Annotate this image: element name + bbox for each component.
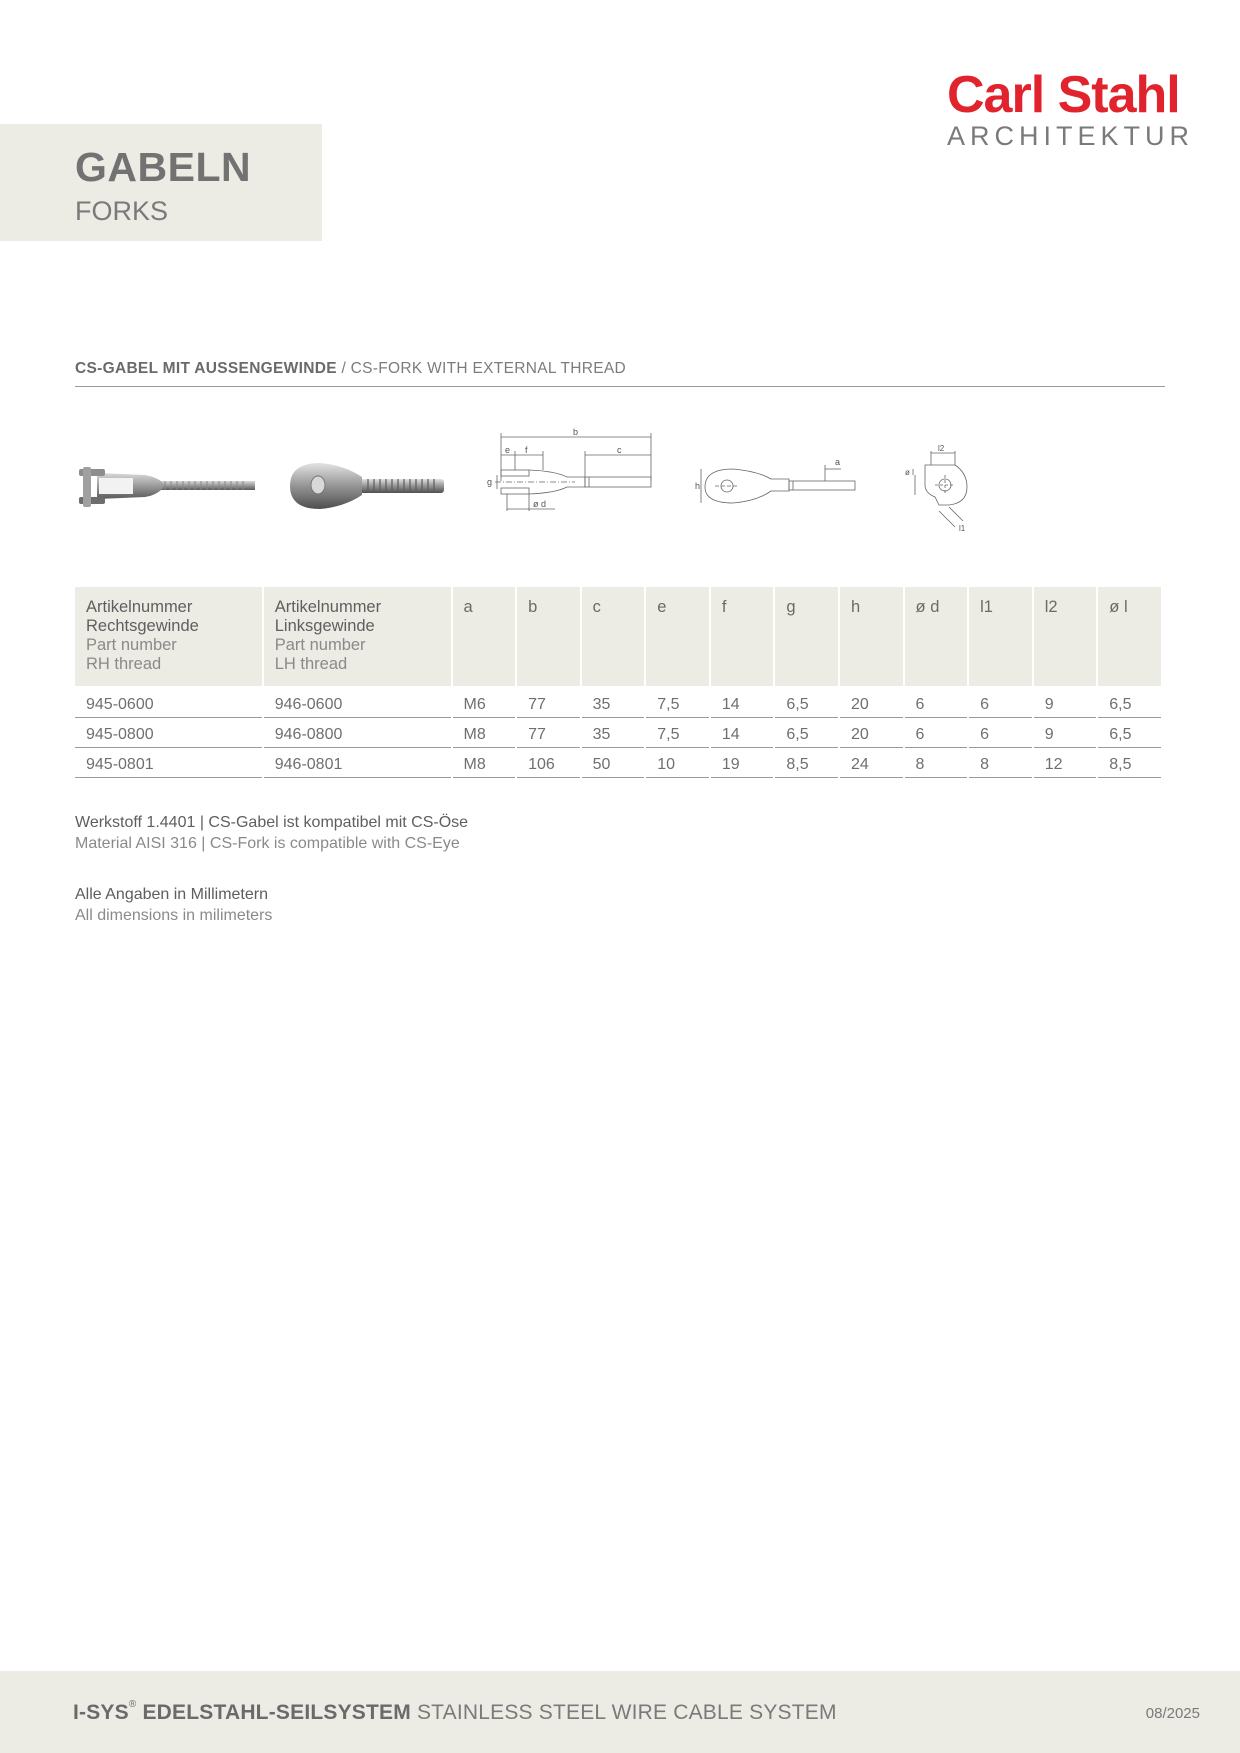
cell-e: 7,5 (646, 718, 709, 748)
fork-photo-side (75, 425, 265, 545)
dim-label-f: f (525, 445, 528, 455)
dim-label-h: h (695, 481, 701, 491)
product-images (75, 425, 1015, 545)
header-h: h (840, 587, 903, 686)
cell-od: 8 (905, 748, 968, 778)
material-note-en: Material AISI 316 | CS-Fork is compatible with CS-Eye (75, 835, 460, 852)
page-subtitle: FORKS (75, 196, 169, 226)
cell-od: 6 (905, 718, 968, 748)
header-od: ø d (905, 587, 968, 686)
carl-stahl-logo (947, 66, 1195, 151)
section-heading-separator: / (336, 360, 351, 377)
dim-label-d: ø d (533, 499, 547, 509)
dim-label-e: e (505, 445, 511, 455)
header-b: b (517, 587, 580, 686)
cell-b: 106 (517, 748, 580, 778)
cell-b: 77 (517, 686, 580, 718)
section-heading-de: CS-GABEL MIT AUSSENGEWINDE (75, 360, 337, 377)
cell-ol: 8,5 (1098, 748, 1161, 778)
footer-text-en: STAINLESS STEEL WIRE CABLE SYSTEM (410, 1701, 837, 1724)
cell-ol: 6,5 (1098, 686, 1161, 718)
cell-lh-part: 946-0801 (264, 748, 451, 778)
cell-e: 10 (646, 748, 709, 778)
footer-date: 08/2025 (1145, 1705, 1200, 1722)
header-rh-part-number: Artikelnummer Rechtsgewinde Part number RH thread (75, 587, 262, 686)
cell-rh-part: 945-0800 (75, 718, 262, 748)
header-c: c (582, 587, 645, 686)
cell-a: M8 (453, 748, 516, 778)
footer (0, 1671, 1240, 1753)
cell-a: M8 (453, 718, 516, 748)
footer-brand-prefix: I-SYS (73, 1701, 129, 1724)
logo-wordmark: Carl Stahl (947, 66, 1180, 124)
dim-label-a: a (835, 457, 841, 467)
header-f: f (711, 587, 774, 686)
notes (75, 812, 468, 956)
cell-g: 8,5 (775, 748, 838, 778)
footer-brand-rest: EDELSTAHL-SEILSYSTEM (136, 1701, 411, 1724)
cell-f: 14 (711, 718, 774, 748)
cell-od: 6 (905, 686, 968, 718)
product-table (73, 587, 1163, 778)
cell-rh-part: 945-0801 (75, 748, 262, 778)
cell-c: 50 (582, 748, 645, 778)
registered-mark: ® (128, 1699, 137, 1710)
cell-h: 20 (840, 718, 903, 748)
cell-h: 24 (840, 748, 903, 778)
footer-title (73, 1701, 837, 1725)
cell-c: 35 (582, 686, 645, 718)
table-row (75, 718, 1161, 748)
cell-l2: 9 (1034, 718, 1097, 748)
header-l1: l1 (969, 587, 1032, 686)
section-heading (75, 360, 1165, 387)
cell-l1: 6 (969, 686, 1032, 718)
cell-g: 6,5 (775, 686, 838, 718)
cell-rh-part: 945-0600 (75, 686, 262, 718)
units-note-de: Alle Angaben in Millimetern (75, 886, 268, 903)
dim-label-c: c (617, 445, 622, 455)
header-ol: ø l (1098, 587, 1161, 686)
cell-f: 14 (711, 686, 774, 718)
material-note (75, 812, 468, 854)
material-note-de: Werkstoff 1.4401 | CS-Gabel ist kompatibel mit CS-Öse (75, 814, 469, 831)
units-note-en: All dimensions in milimeters (75, 907, 273, 924)
cell-g: 6,5 (775, 718, 838, 748)
cell-a: M6 (453, 686, 516, 718)
header-a: a (453, 587, 516, 686)
fork-drawing-top (695, 425, 875, 545)
title-box (0, 124, 322, 241)
header-e: e (646, 587, 709, 686)
dim-label-l1: l1 (959, 524, 966, 533)
header-l2: l2 (1034, 587, 1097, 686)
header-g: g (775, 587, 838, 686)
table-header-row (75, 587, 1161, 686)
fork-drawing-side (485, 425, 665, 545)
cell-c: 35 (582, 718, 645, 748)
dim-label-l2: l2 (938, 444, 945, 453)
cell-h: 20 (840, 686, 903, 718)
cell-l2: 12 (1034, 748, 1097, 778)
table-row (75, 748, 1161, 778)
cell-l1: 6 (969, 718, 1032, 748)
header-lh-part-number: Artikelnummer Linksgewinde Part number LH thread (264, 587, 451, 686)
cell-e: 7,5 (646, 686, 709, 718)
dim-label-b: b (573, 427, 579, 437)
table-row (75, 686, 1161, 718)
cell-lh-part: 946-0800 (264, 718, 451, 748)
section-heading-en: CS-FORK WITH EXTERNAL THREAD (350, 360, 627, 377)
page-title: GABELN (75, 144, 252, 190)
units-note (75, 884, 468, 926)
dim-label-g: g (487, 477, 493, 487)
cell-l1: 8 (969, 748, 1032, 778)
dim-label-ol: ø l (905, 468, 914, 477)
cell-lh-part: 946-0600 (264, 686, 451, 718)
cell-b: 77 (517, 718, 580, 748)
fork-photo-top (280, 425, 450, 545)
cell-f: 19 (711, 748, 774, 778)
cell-ol: 6,5 (1098, 718, 1161, 748)
fork-drawing-end (905, 425, 1005, 545)
cell-l2: 9 (1034, 686, 1097, 718)
logo-subline: ARCHITEKTUR (947, 121, 1195, 151)
